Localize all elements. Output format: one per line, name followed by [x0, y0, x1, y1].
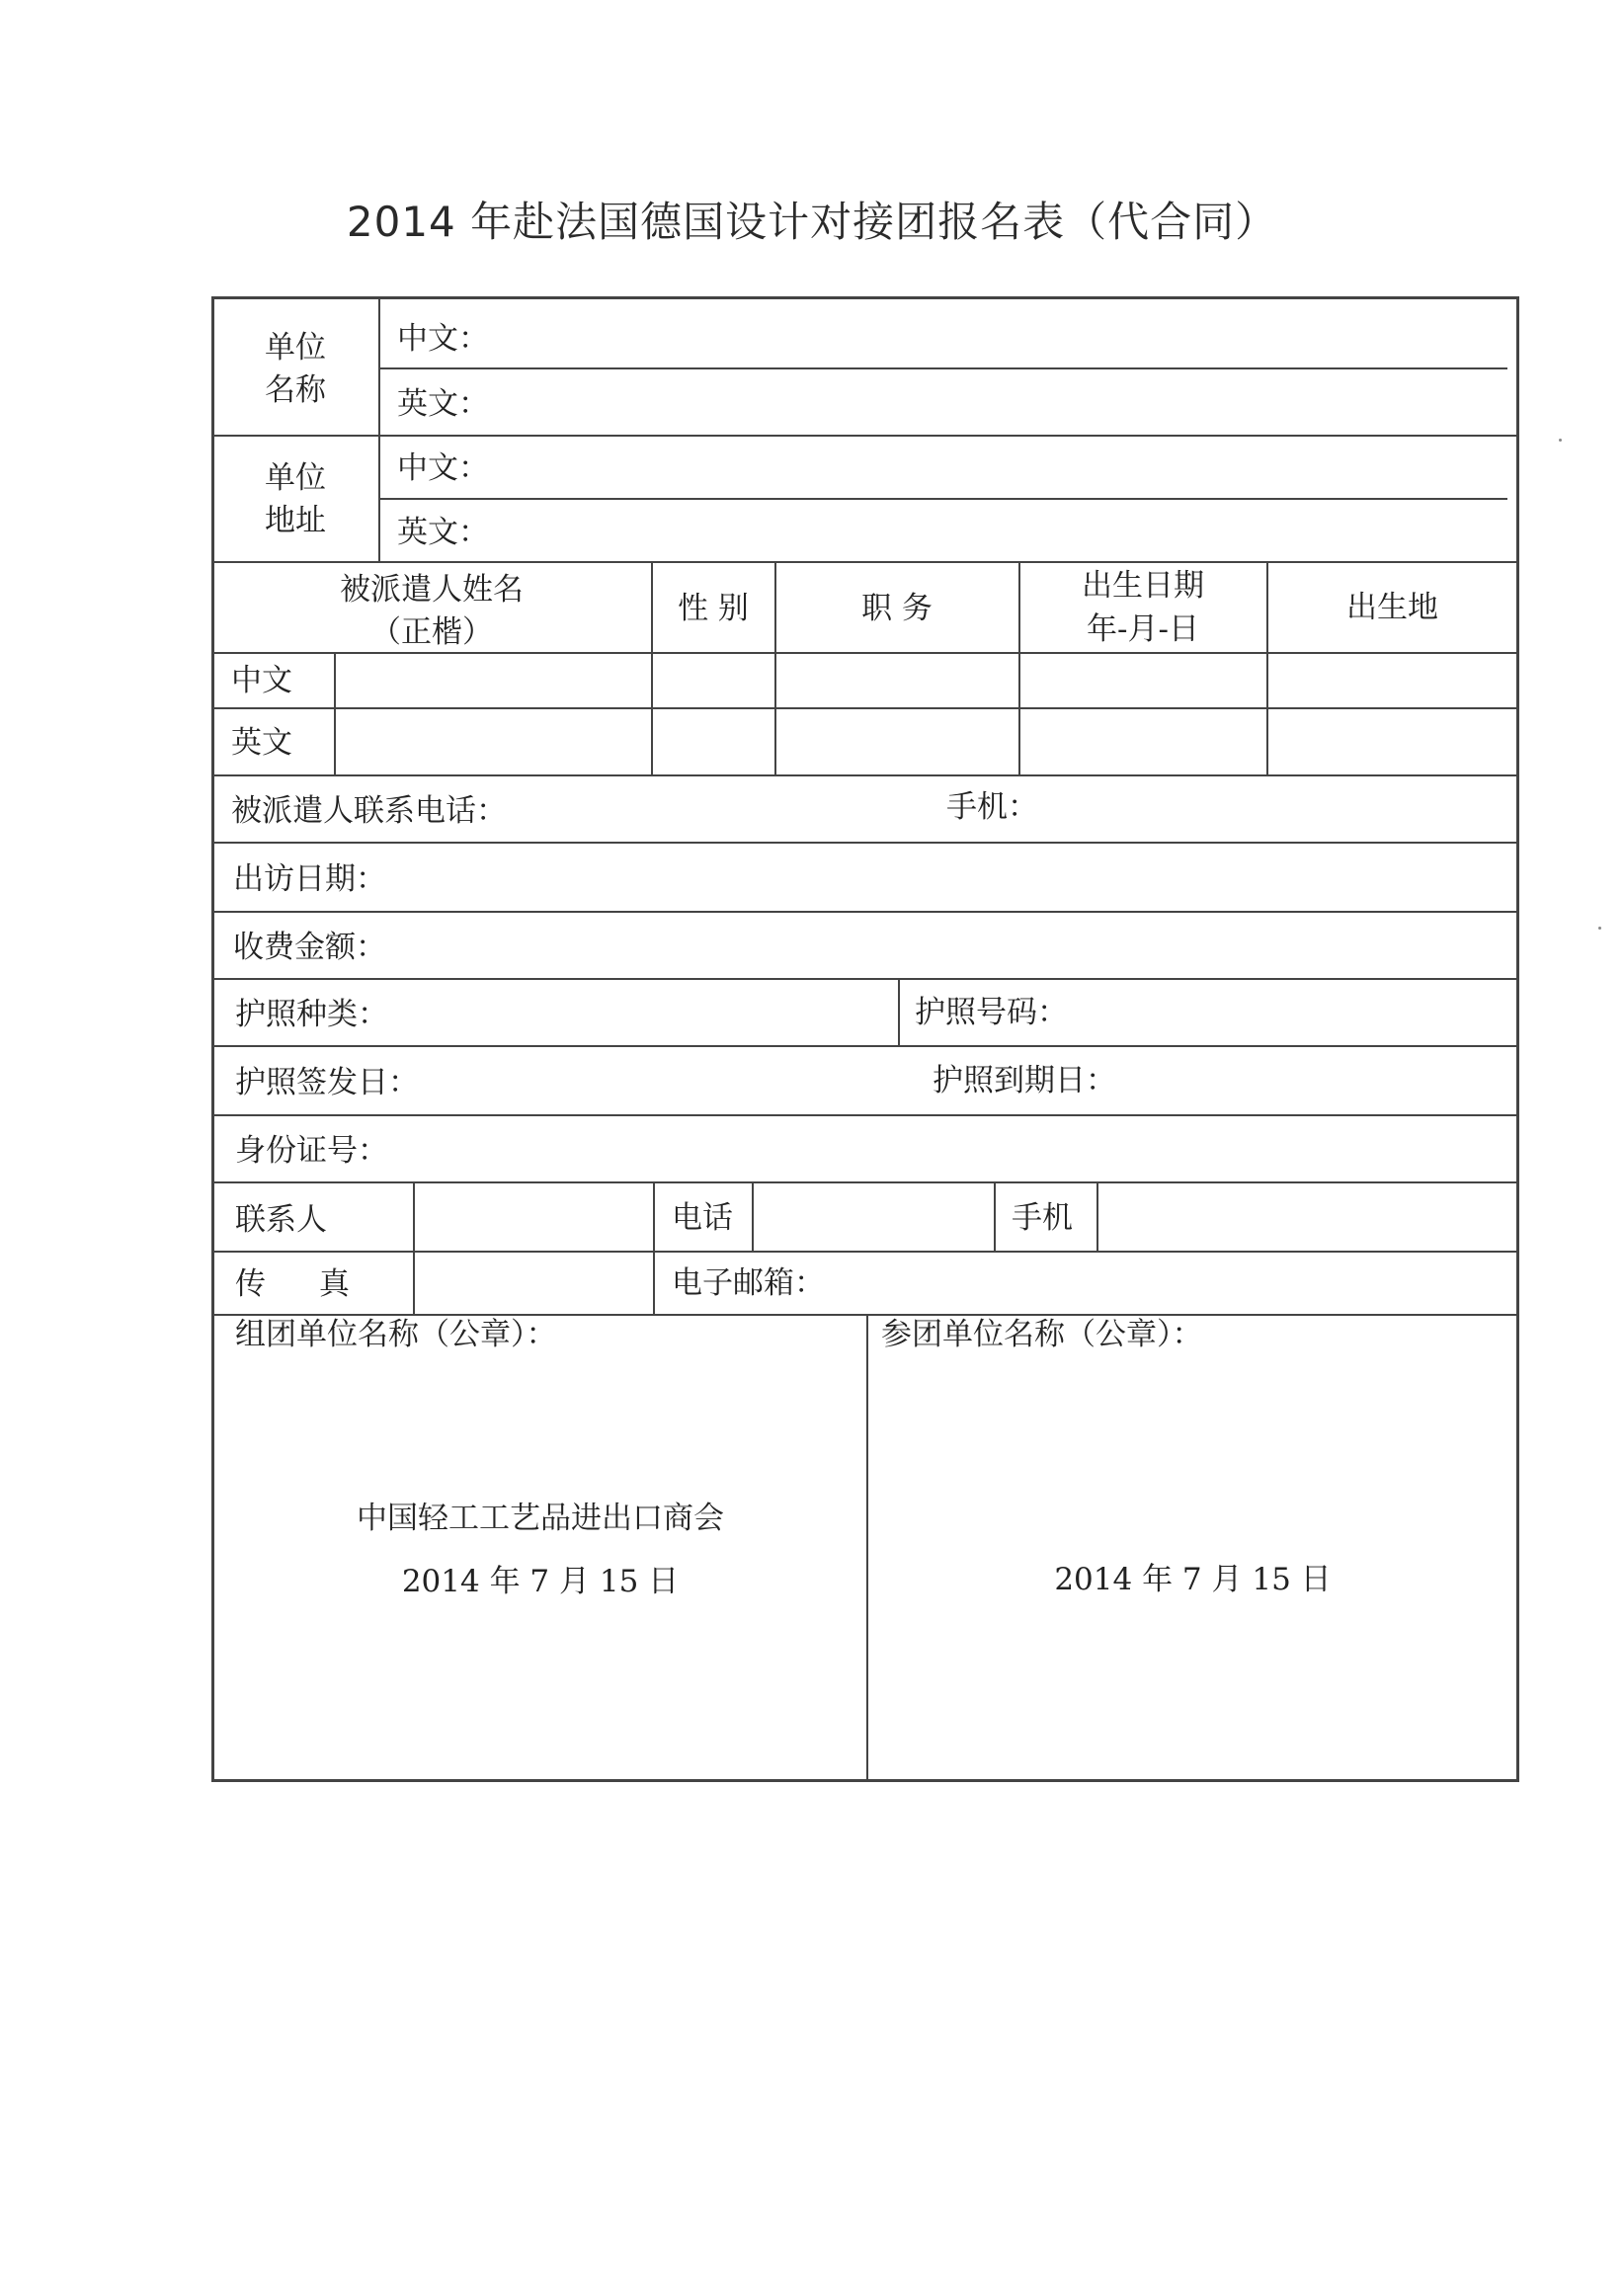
organizer-label: 组团单位名称（公章）：: [235, 1317, 557, 1352]
person-row-english: 英文: [231, 725, 292, 761]
contact-person-label: 联系人: [235, 1202, 327, 1238]
unit-address-label: 单位: [265, 460, 326, 496]
unit-address-chinese-field[interactable]: 中文：: [397, 450, 489, 486]
birth-date-header: 出生日期: [1082, 568, 1204, 604]
passport-issue-field[interactable]: 护照签发日：: [235, 1065, 419, 1100]
fee-field[interactable]: 收费金额：: [233, 930, 386, 965]
unit-address-label-2: 地址: [265, 503, 326, 538]
unit-name-english-field[interactable]: 英文：: [397, 386, 489, 422]
id-number-field[interactable]: 身份证号：: [235, 1133, 388, 1169]
contact-phone-field[interactable]: 被派遣人联系电话：: [231, 793, 507, 829]
participant-date: 2014 年 7 月 15 日: [1054, 1562, 1332, 1597]
person-row-chinese: 中文: [231, 663, 292, 698]
unit-name-chinese-field[interactable]: 中文：: [397, 321, 489, 357]
visit-date-field[interactable]: 出访日期：: [233, 861, 386, 897]
position-header: 职 务: [861, 591, 933, 626]
fax-label: 传 真: [235, 1266, 371, 1302]
email-field[interactable]: 电子邮箱：: [672, 1265, 825, 1301]
mobile-field[interactable]: 手机：: [946, 789, 1038, 825]
mobile-label: 手机: [1012, 1200, 1073, 1236]
passport-type-field[interactable]: 护照种类：: [235, 997, 388, 1032]
participant-label: 参团单位名称（公章）：: [881, 1317, 1203, 1352]
phone-label: 电话: [672, 1200, 733, 1236]
organizer-name: 中国轻工工艺品进出口商会: [357, 1501, 724, 1536]
person-name-header: 被派遣人姓名: [340, 572, 524, 608]
passport-expiry-field[interactable]: 护照到期日：: [933, 1063, 1116, 1098]
unit-name-label: 单位: [265, 330, 326, 366]
unit-address-english-field[interactable]: 英文：: [397, 515, 489, 550]
passport-number-field[interactable]: 护照号码：: [915, 995, 1068, 1030]
form-title: 2014 年赴法国德国设计对接团报名表（代合同）: [346, 198, 1278, 246]
person-name-header-note: （正楷）: [370, 614, 493, 650]
birth-date-format: 年-月-日: [1087, 611, 1199, 647]
organizer-date: 2014 年 7 月 15 日: [401, 1564, 680, 1599]
birthplace-header: 出生地: [1346, 590, 1438, 625]
gender-header: 性 别: [678, 591, 749, 626]
unit-name-label-2: 名称: [265, 372, 326, 408]
